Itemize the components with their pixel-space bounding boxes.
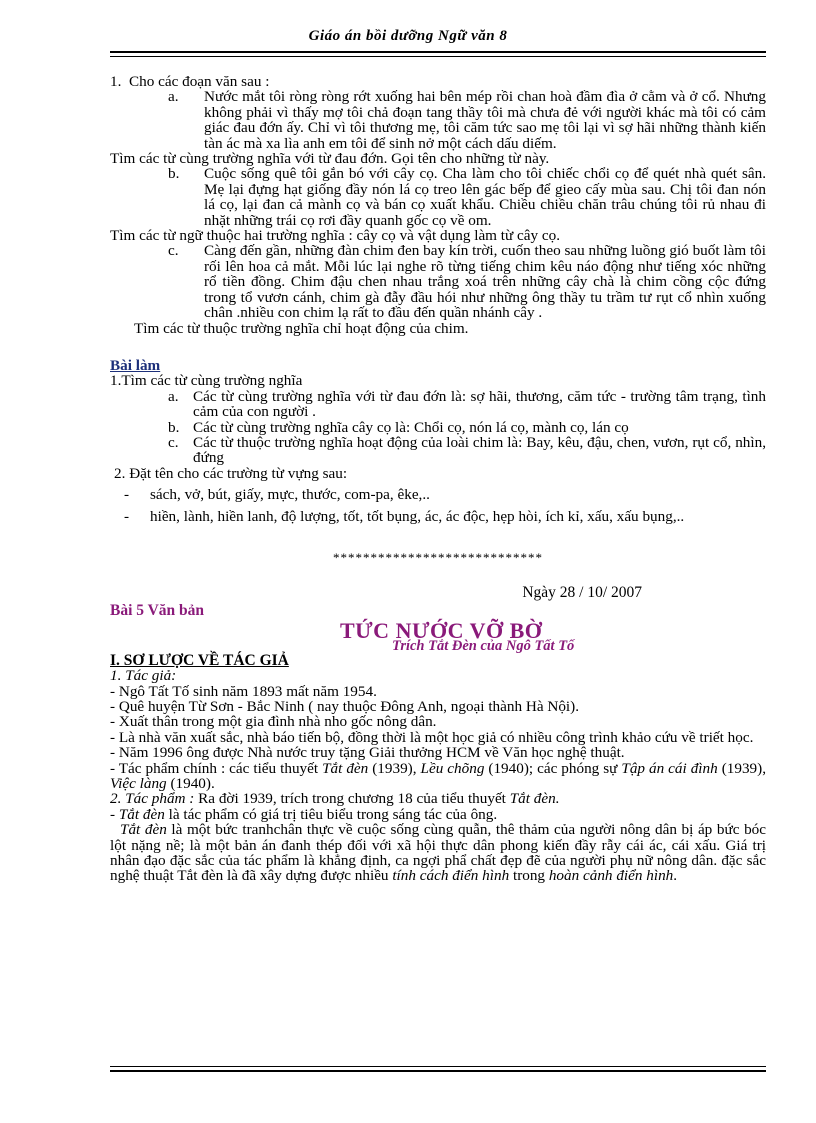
work-heading-text: Ra đời 1939, trích trong chương 18 của tiểu thuyết <box>194 790 510 808</box>
passage-c-label: c. <box>168 242 179 260</box>
answer-item-1: 1.Tìm các từ cùng trường nghĩa <box>110 372 303 390</box>
work-heading-book: Tắt đèn. <box>509 790 560 808</box>
works-prefix: - Tác phẩm chính : các tiểu thuyết <box>110 759 323 777</box>
answer-item-2: 2. Đặt tên cho các trường từ vựng sau: <box>114 464 348 482</box>
work-leu-chong: Lều chõng <box>420 759 485 777</box>
answer-sub-b-text: Các từ cùng trường nghĩa cây cọ là: Chổi cọ, nón lá cọ, mành cọ, lán cọ <box>193 418 629 436</box>
task-b: Tìm các từ ngữ thuộc hai trường nghĩa : cây cọ và vật dụng làm từ cây cọ. <box>110 227 561 245</box>
task-a: Tìm các từ cùng trường nghĩa với từ đau đớn. Gọi tên cho những từ này. <box>110 150 550 168</box>
works-sep-3: (1939), <box>717 759 766 777</box>
document-body <box>110 74 766 884</box>
task-c: Tìm các từ thuộc trường nghĩa chỉ hoạt động của chim. <box>134 319 469 337</box>
dash-1-text: sách, vở, bút, giấy, mực, thước, com-pa, êke,.. <box>150 486 430 504</box>
work-viec-lang: Việc làng <box>110 775 167 793</box>
answer-sub-c-text: Các từ thuộc trường nghĩa hoạt động của loài chim là: Bay, kêu, đậu, chen, vươn, rụt cổ, nhìn, đứng <box>193 433 766 467</box>
lesson-label: Bài 5 Văn bản <box>110 601 205 619</box>
passage-c-text: Càng đến gần, những đàn chim đen bay kín trời, cuốn theo sau những luồng gió buốt làm tôi rối lên hoa cả mắt. Mỗi lúc lại nghe rõ từng tiếng chim kêu náo động như tiếng xóc những rổ tiền đồng. Chim đậu chen nhau trắng xoá trên những cây chà là chim cồng cộc đứng trong tổ vươn cánh, chim gà đẫy đầu hói như những ông thầy tu trầm tư rụt cổ nhìn xuống chân .nhiều con chim lạ rất to đầu đến quần nhánh cây . <box>204 242 766 322</box>
lesson-title-row <box>110 601 766 654</box>
page-header: Giáo án bồi dưỡng Ngữ văn 8 <box>308 28 508 44</box>
lesson-title: TỨC NƯỚC VỠ BỜ <box>340 617 543 643</box>
date-line: Ngày 28 / 10/ 2007 <box>522 584 642 602</box>
final-em-1: tính cách điển hình <box>392 867 510 885</box>
dash-2-label: - <box>124 507 130 525</box>
answer-heading: Bài làm <box>110 356 161 374</box>
footer-rule <box>110 1066 766 1072</box>
tatden-book: - Tắt đèn <box>110 805 165 823</box>
answer-sub-c-label: c. <box>168 433 179 451</box>
answer-sub-a-text: Các từ cùng trường nghĩa với từ đau đớn là: sợ hãi, thương, căm tức - trường tâm trạng, tình cảm của con người . <box>193 387 766 421</box>
works-sep-2: (1940); các phóng sự <box>484 759 622 777</box>
final-end: . <box>673 867 678 885</box>
passage-b-text: Cuộc sống quê tôi gắn bó với cây cọ. Cha làm cho tôi chiếc chổi cọ để quét nhà quét sân. Mẹ lại đựng hạt giống đầy nón lá cọ treo lên gác bếp để gieo cấy mùa sau. Chị tôi đan nón lá cọ, lại đan cả mành cọ và bán cọ xuất khẩu. Chiều chiều chăn trâu chúng tôi rủ nhau đi nhặt những trái cọ rơi đầy quanh gốc cọ về om. <box>204 165 766 229</box>
final-em-2: hoàn cảnh điển hình <box>548 867 674 885</box>
question-text: Cho các đoạn văn sau : <box>128 73 270 90</box>
work-heading-line <box>110 791 766 806</box>
question-1 <box>110 74 766 89</box>
answer-sub-a-label: a. <box>168 387 179 405</box>
works-sep-4: (1940). <box>166 775 215 793</box>
lesson-subtitle: Trích Tắt Đèn của Ngô Tất Tố <box>392 637 575 654</box>
answer-sub-b-label: b. <box>168 418 180 436</box>
question-number: 1. <box>110 73 122 90</box>
dash-1-label: - <box>124 486 130 504</box>
final-book: Tắt đèn <box>120 821 167 839</box>
author-line-2: - Quê huyện Từ Sơn - Bắc Ninh ( nay thuộc Đông Anh, ngoại thành Hà Nội). <box>110 698 579 715</box>
header-rule <box>110 51 766 57</box>
passage-a-text: Nước mắt tôi ròng ròng rớt xuống hai bên mép rồi chan hoà đầm đìa ở cằm và ở cổ. Nhưng không phải vì thấy mợ tôi chả đoạn tang thầy tôi mà chưa đẻ với người khác mà tôi có cảm giác đau đớn ấy. Chỉ vì tôi thương mẹ, tôi căm tức sao mẹ tôi lại vì sợ hãi những thành kiến tàn ác mà xa lìa anh em tôi để sinh nở một cách dấu diếm. <box>204 88 766 152</box>
separator-stars: **************************** <box>333 549 543 565</box>
answer-sub-b <box>110 420 766 435</box>
section-1-title: I. SƠ LƯỢC VỀ TÁC GIẢ <box>110 651 289 669</box>
final-text: là một bức tranhchân thực về cuộc sống cùng quẫn, thê thảm của người nông dân bị áp bức bóc lột nặng nề; là một bản án đanh thép đối với xã hội thực dân phong kiến đầy rẫy cái ác, cái xấu. Giá trị nhân đạo đặc sắc của tác phẩm là khẳng định, ca ngợi phẩ chất đẹp đẽ của người phụ nữ nông dân. đặc sắc nghệ thuật Tắt đèn là đã xây dựng được nhiều <box>110 821 766 885</box>
tatden-line <box>110 807 766 822</box>
author-line-1: - Ngô Tất Tố sinh năm 1893 mất năm 1954. <box>110 682 377 700</box>
work-tap-an: Tập án cái đình <box>621 759 718 777</box>
answer-dash-2 <box>110 509 766 524</box>
passage-b <box>110 166 766 228</box>
author-line-5: - Năm 1996 ông được Nhà nước truy tặng Giải thưởng HCM về Văn học nghệ thuật. <box>110 744 625 762</box>
passage-b-label: b. <box>168 165 180 183</box>
dash-2-text: hiền, lành, hiền lanh, độ lượng, tốt, tốt bụng, ác, ác độc, hẹp hòi, ích kỉ, xấu, xấu bụng,.. <box>150 507 685 525</box>
answer-dash-1 <box>110 487 766 502</box>
works-line <box>110 761 766 792</box>
works-sep-1: (1939), <box>368 759 421 777</box>
tatden-text: là tác phẩm có giá trị tiêu biểu trong sáng tác của ông. <box>164 805 498 823</box>
answer-sub-c <box>110 435 766 466</box>
passage-c <box>110 243 766 320</box>
work-tat-den: Tắt đèn <box>322 759 369 777</box>
author-line-3: - Xuất thân trong một gia đình nhà nho gốc nông dân. <box>110 713 437 731</box>
passage-a <box>110 89 766 151</box>
work-heading-label: 2. Tác phẩm : <box>110 790 195 808</box>
final-mid: trong <box>509 867 549 885</box>
passage-a-label: a. <box>168 88 179 106</box>
author-heading: 1. Tác giả: <box>110 667 177 685</box>
answer-sub-a <box>110 389 766 420</box>
author-line-4: - Là nhà văn xuất sắc, nhà báo tiến bộ, đồng thời là một học giả có nhiều công trình khảo cứu về triết học. <box>110 728 754 746</box>
final-paragraph <box>110 822 766 884</box>
